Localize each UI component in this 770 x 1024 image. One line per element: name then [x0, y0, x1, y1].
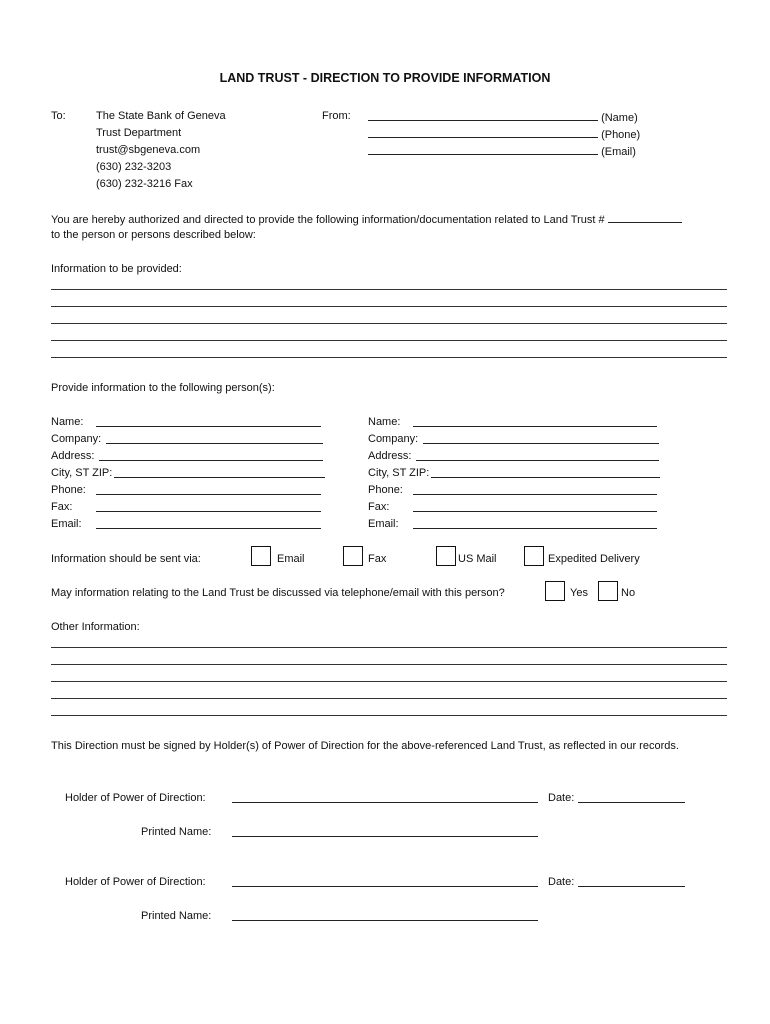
- right-person-name-field[interactable]: [413, 415, 657, 431]
- date-label-2: Date:: [548, 876, 575, 888]
- left-person-company-label: Company:: [51, 433, 102, 445]
- expedited-delivery-option-label: Expedited Delivery: [548, 553, 640, 565]
- right-person-company-field[interactable]: [423, 432, 659, 448]
- right-person-email-field[interactable]: [413, 517, 657, 533]
- left-person-email-label: Email:: [51, 518, 82, 530]
- right-person-fax-label: Fax:: [368, 501, 390, 513]
- persons-label: Provide information to the following person(s):: [51, 382, 275, 394]
- other-info-line[interactable]: [51, 698, 727, 699]
- holder-label-1: Holder of Power of Direction:: [65, 792, 206, 804]
- left-person-fax-label: Fax:: [51, 501, 73, 513]
- us-mail-option-label: US Mail: [458, 553, 497, 565]
- info-line[interactable]: [51, 340, 727, 341]
- from-phone-label: (Phone): [601, 129, 641, 141]
- fax-option-label: Fax: [368, 553, 387, 565]
- other-info-line[interactable]: [51, 664, 727, 665]
- from-email-label: (Email): [601, 146, 636, 158]
- left-person-name-field[interactable]: [96, 415, 321, 431]
- other-info-line[interactable]: [51, 715, 727, 716]
- left-person-phone-field[interactable]: [96, 483, 321, 499]
- bank-department: Trust Department: [96, 127, 182, 139]
- no-checkbox[interactable]: [598, 581, 618, 601]
- right-person-address-field[interactable]: [416, 449, 659, 465]
- printed-name-label-1: Printed Name:: [141, 826, 212, 838]
- authorization-line2: to the person or persons described below:: [51, 229, 256, 241]
- bank-fax: (630) 232-3216 Fax: [96, 178, 193, 190]
- left-person-city-field[interactable]: [114, 466, 325, 482]
- left-person-name-label: Name:: [51, 416, 84, 428]
- right-person-city-field[interactable]: [431, 466, 660, 482]
- yes-option-label: Yes: [570, 587, 588, 599]
- holder-label-2: Holder of Power of Direction:: [65, 876, 206, 888]
- right-person-address-label: Address:: [368, 450, 412, 462]
- right-person-phone-field[interactable]: [413, 483, 657, 499]
- left-person-email-field[interactable]: [96, 517, 321, 533]
- us-mail-checkbox[interactable]: [436, 546, 456, 566]
- land-trust-number-field[interactable]: [608, 211, 682, 223]
- other-info-line[interactable]: [51, 647, 727, 648]
- left-person-address-field[interactable]: [99, 449, 323, 465]
- left-person-fax-field[interactable]: [96, 500, 321, 516]
- from-email-field[interactable]: [368, 143, 636, 159]
- from-name-field[interactable]: [368, 109, 638, 125]
- right-person-city-label: City, ST ZIP:: [368, 467, 430, 479]
- printed-name-field-1[interactable]: [232, 825, 538, 841]
- other-info-label: Other Information:: [51, 621, 140, 633]
- info-line[interactable]: [51, 306, 727, 307]
- from-label: From:: [322, 110, 351, 122]
- email-option-label: Email: [277, 553, 305, 565]
- no-option-label: No: [621, 587, 636, 599]
- right-person-company-label: Company:: [368, 433, 419, 445]
- expedited-delivery-checkbox[interactable]: [524, 546, 544, 566]
- right-person-fax-field[interactable]: [413, 500, 657, 516]
- page-title: LAND TRUST - DIRECTION TO PROVIDE INFORMATION: [219, 71, 551, 85]
- to-label: To:: [51, 110, 66, 122]
- authorization-text: You are hereby authorized and directed to provide the following information/documentation related to Land Trust #: [51, 214, 605, 226]
- right-person-phone-label: Phone:: [368, 484, 403, 496]
- holder-signature-field-1[interactable]: [232, 791, 538, 807]
- date-label-1: Date:: [548, 792, 575, 804]
- info-label: Information to be provided:: [51, 263, 182, 275]
- date-field-2[interactable]: [578, 875, 685, 891]
- signed-note: This Direction must be signed by Holder(s) of Power of Direction for the above-referenced Land Trust, as reflected in our records.: [51, 740, 679, 752]
- right-person-name-label: Name:: [368, 416, 401, 428]
- bank-name: The State Bank of Geneva: [96, 110, 226, 122]
- left-person-phone-label: Phone:: [51, 484, 86, 496]
- other-info-line[interactable]: [51, 681, 727, 682]
- right-person-email-label: Email:: [368, 518, 399, 530]
- left-person-city-label: City, ST ZIP:: [51, 467, 113, 479]
- from-name-label: (Name): [601, 112, 638, 124]
- printed-name-label-2: Printed Name:: [141, 910, 212, 922]
- from-phone-field[interactable]: [368, 126, 640, 142]
- left-person-address-label: Address:: [51, 450, 95, 462]
- holder-signature-field-2[interactable]: [232, 875, 538, 891]
- bank-email: trust@sbgeneva.com: [96, 144, 201, 156]
- date-field-1[interactable]: [578, 791, 685, 807]
- fax-checkbox[interactable]: [343, 546, 363, 566]
- yes-checkbox[interactable]: [545, 581, 565, 601]
- authorization-line1: [51, 211, 682, 227]
- bank-phone: (630) 232-3203: [96, 161, 172, 173]
- info-line[interactable]: [51, 289, 727, 290]
- printed-name-field-2[interactable]: [232, 909, 538, 925]
- discuss-question: May information relating to the Land Trust be discussed via telephone/email with this person?: [51, 587, 505, 599]
- sent-via-label: Information should be sent via:: [51, 553, 201, 565]
- info-line[interactable]: [51, 323, 727, 324]
- left-person-company-field[interactable]: [106, 432, 323, 448]
- info-line[interactable]: [51, 357, 727, 358]
- email-checkbox[interactable]: [251, 546, 271, 566]
